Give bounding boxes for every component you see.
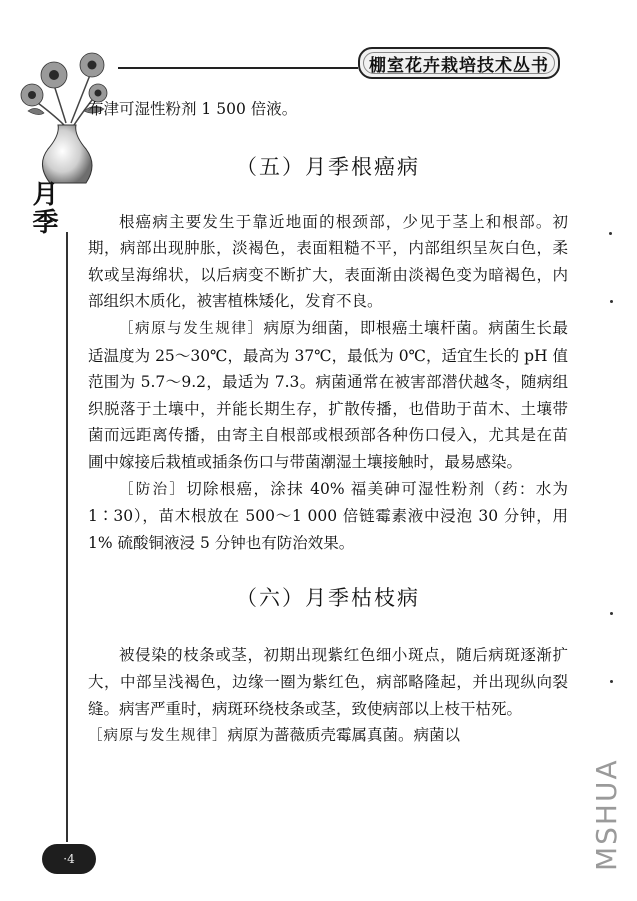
series-title-badge bbox=[358, 47, 560, 79]
scan-speck bbox=[610, 680, 613, 683]
section-5-intro: 根癌病主要发生于靠近地面的根颈部，少见于茎上和根部。初期，病部出现肿胀，淡褐色，表面粗糙不平，内部组织呈灰白色，柔软或呈海绵状，以后病变不断扩大，表面渐由淡褐色变为暗褐色，内部组织木质化，被害植株矮化，发育不良。 bbox=[88, 212, 568, 311]
scan-speck bbox=[610, 612, 613, 615]
section-5-control-paragraph bbox=[88, 476, 568, 557]
section-6-rule-tag: ［病原与发生规律］ bbox=[88, 728, 228, 745]
section-6-intro: 被侵染的枝条或茎，初期出现紫红色细小斑点，随后病斑逐渐扩大，中部呈浅褐色，边缘一圈为紫红色，病部略隆起，并出现纵向裂缝。病害严重时，病斑环绕枝条或茎，致使病部以上枝干枯死。 bbox=[88, 646, 568, 718]
side-rule bbox=[66, 232, 68, 842]
badge-inner-border bbox=[363, 52, 555, 74]
section-5-control-text: 切除根癌，涂抹 40% 福美砷可湿性粉剂（药：水为 1∶30），苗木根放在 500～1 000 倍链霉素液中浸泡 30 分钟，用 1% 硫酸铜液浸 5 分钟也有防治效果。 bbox=[88, 479, 568, 552]
header-rule bbox=[118, 67, 358, 69]
continued-line: 布津可湿性粉剂 1 500 倍液。 bbox=[88, 100, 298, 118]
series-title: 棚室花卉栽培技术丛书 bbox=[369, 55, 549, 76]
section-6-rule-paragraph bbox=[88, 722, 568, 750]
section-5-rule-paragraph bbox=[88, 315, 568, 476]
section-5-rule-tag: ［病原与发生规律］ bbox=[119, 320, 264, 337]
section-6-rule-text: 病原为蔷薇质壳霉属真菌。病菌以 bbox=[227, 726, 461, 745]
scan-speck bbox=[610, 300, 613, 303]
watermark: MSHUA bbox=[590, 758, 623, 872]
section-6-title: （六）月季枯枝病 bbox=[236, 586, 420, 611]
side-label: 月季 bbox=[28, 180, 58, 236]
page-content bbox=[88, 96, 568, 750]
scan-speck bbox=[609, 232, 612, 235]
section-5-control-tag: ［防治］ bbox=[119, 481, 187, 498]
section-5-rule-text: 病原为细菌，即根癌土壤杆菌。病菌生长最适温度为 25～30℃，最高为 37℃，最低为 0℃，适宜生长的 pH 值范围为 5.7～9.2，最适为 7.3。病菌通常在被害部潜伏越冬，随病组织脱落于土壤中，并能长期生存，扩散传播，也借助于苗木、土壤带菌而远距离传播，由寄主自根部或根颈部各种伤口侵入，尤其是在苗圃中嫁接后栽植或插条伤口与带菌潮湿土壤接触时，最易感染。 bbox=[88, 318, 568, 471]
section-5-title: （五）月季根癌病 bbox=[236, 154, 420, 179]
page-number: ·4 bbox=[42, 844, 96, 874]
